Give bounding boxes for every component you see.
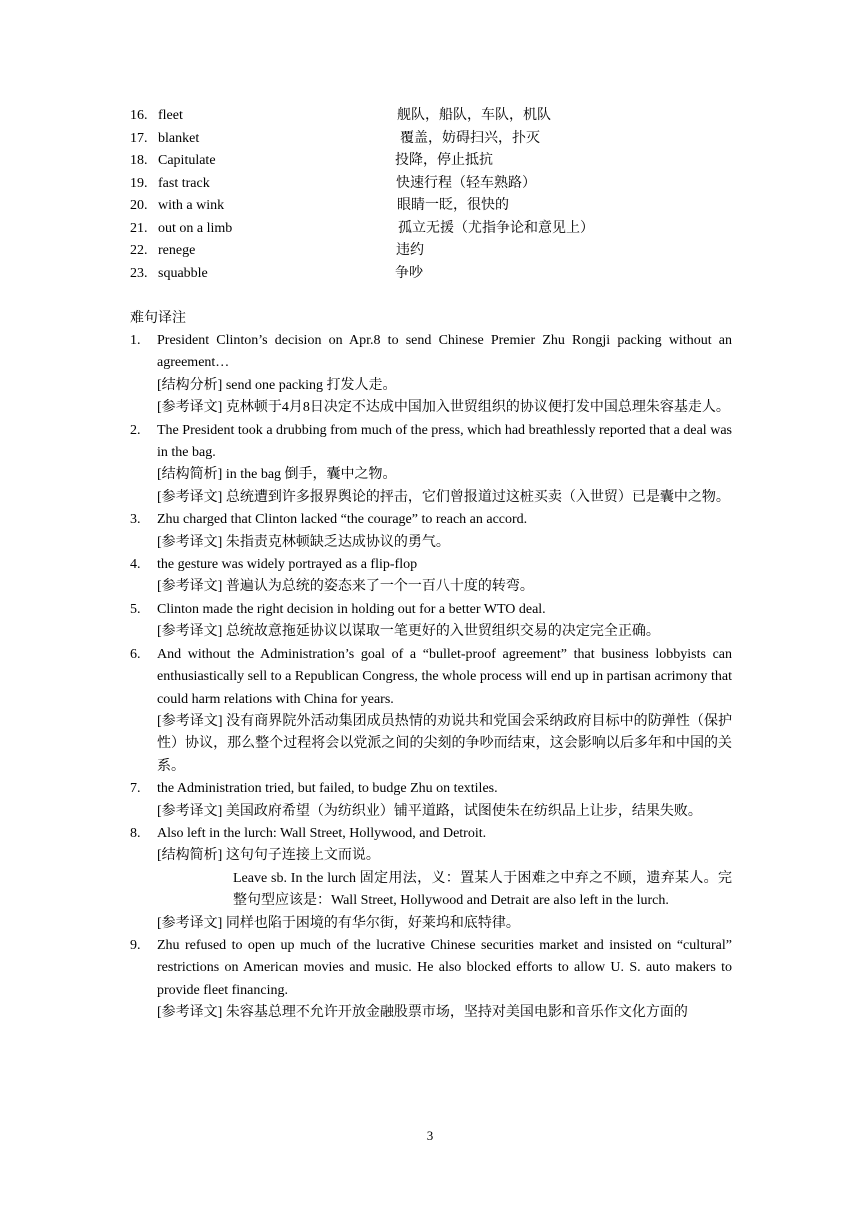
- vocab-word: with a wink: [158, 198, 225, 213]
- note-number: 6.: [130, 646, 141, 662]
- note-sentence: The President took a drubbing from much of the press, which had breathlessly reported that a deal was in the bag.: [157, 422, 732, 461]
- vocab-number: 18.: [130, 153, 148, 168]
- vocab-word: fleet: [158, 108, 183, 123]
- vocab-row: [130, 105, 750, 128]
- vocab-meaning: 投降，停止抵抗: [395, 153, 493, 168]
- vocab-number: 22.: [130, 243, 148, 258]
- note-number: 8.: [130, 825, 141, 841]
- section-heading: 难句译注: [130, 311, 186, 326]
- vocab-number: 21.: [130, 220, 148, 236]
- vocab-number: 20.: [130, 198, 148, 213]
- vocab-word: renege: [158, 243, 196, 258]
- vocab-number: 17.: [130, 130, 148, 146]
- note-item: [130, 823, 732, 935]
- note-translation: [参考译文] 同样也陷于困境的有华尔街，好莱坞和底特律。: [157, 915, 520, 931]
- vocab-meaning: 覆盖，妨碍扫兴，扑灭: [400, 130, 540, 146]
- vocab-meaning: 快速行程（轻车熟路）: [396, 175, 536, 191]
- note-translation: [参考译文] 朱容基总理不允许开放金融股票市场，坚持对美国电影和音乐作文化方面的: [157, 1005, 688, 1021]
- note-number: 5.: [130, 601, 141, 617]
- vocab-word: Capitulate: [158, 153, 216, 168]
- vocab-word: squabble: [158, 265, 208, 281]
- note-sentence: the gesture was widely portrayed as a flip-flop: [157, 557, 418, 573]
- note-analysis-detail: Leave sb. In the lurch 固定用法，义：置某人于困难之中弃之不顾，遗弃某人。完整句型应该是：Wall Street, Hollywood and Detrait are also left in the lurch.: [233, 870, 732, 909]
- note-sentence: Zhu charged that Clinton lacked “the courage” to reach an accord.: [157, 512, 528, 528]
- vocab-row: [130, 195, 750, 218]
- vocabulary-list: [130, 105, 750, 285]
- page-number: 3: [426, 1128, 434, 1143]
- note-sentence: President Clinton’s decision on Apr.8 to send Chinese Premier Zhu Rongji packing without an agreement…: [157, 333, 732, 371]
- vocab-meaning: 孤立无援（尤指争论和意见上）: [398, 220, 594, 236]
- note-sentence: the Administration tried, but failed, to budge Zhu on textiles.: [157, 781, 498, 797]
- vocab-meaning: 舰队，船队，车队，机队: [397, 108, 551, 123]
- vocab-word: out on a limb: [158, 220, 233, 236]
- vocab-meaning: 眼睛一眨，很快的: [397, 198, 509, 213]
- note-item: [130, 554, 732, 599]
- vocab-row: [130, 128, 750, 151]
- note-sentence: Zhu refused to open up much of the lucrative Chinese securities market and insisted on “cultural” restrictions on American movies and music. He also blocked efforts to allow U. S. auto makers to provide fleet financing.: [157, 937, 732, 998]
- note-translation: [参考译文] 朱指责克林顿缺乏达成协议的勇气。: [157, 534, 450, 550]
- vocab-number: 19.: [130, 175, 148, 191]
- note-item: [130, 935, 732, 1025]
- note-translation: [参考译文] 总统故意拖延协议以谋取一笔更好的入世贸组织交易的决定完全正确。: [157, 624, 660, 640]
- note-number: 1.: [130, 333, 141, 348]
- note-item: [130, 509, 732, 554]
- note-analysis: [结构简析] in the bag 倒手，囊中之物。: [157, 467, 397, 483]
- vocab-row: [130, 263, 750, 286]
- note-translation: [参考译文] 没有商界院外活动集团成员热情的劝说共和党国会采纳政府目标中的防弹性（保护性）协议，那么整个过程将会以党派之间的尖刻的争吵而结束，这会影响以后多年和中国的关系。: [157, 713, 732, 774]
- note-item: [130, 778, 732, 823]
- note-sentence: And without the Administration’s goal of a “bullet-proof agreement” that business lobbyists can enthusiastically sell to a Republican Congress, the whole process will end up in partisan acrimony that could harm relations with China for years.: [157, 646, 732, 707]
- vocab-row: [130, 173, 750, 196]
- note-translation: [参考译文] 克林顿于4月8日决定不达成中国加入世贸组织的协议便打发中国总理朱容基走人。: [157, 400, 730, 416]
- vocab-number: 23.: [130, 265, 148, 281]
- vocab-row: [130, 240, 750, 263]
- note-number: 7.: [130, 781, 141, 797]
- vocab-meaning: 违约: [396, 243, 424, 258]
- note-item: [130, 330, 732, 420]
- note-number: 4.: [130, 557, 141, 573]
- note-analysis: [结构分析] send one packing 打发人走。: [157, 377, 397, 393]
- vocab-meaning: 争吵: [395, 265, 423, 281]
- note-item: [130, 644, 732, 778]
- note-item: [130, 599, 732, 644]
- vocab-word: fast track: [158, 175, 210, 191]
- vocab-word: blanket: [158, 130, 200, 146]
- note-number: 9.: [130, 937, 141, 953]
- note-item: [130, 420, 732, 510]
- vocab-row: [130, 150, 750, 173]
- note-translation: [参考译文] 总统遭到许多报界舆论的抨击，它们曾报道过这桩买卖（入世贸）已是囊中之物。: [157, 489, 730, 505]
- note-translation: [参考译文] 普遍认为总统的姿态来了一个一百八十度的转弯。: [157, 579, 534, 595]
- vocab-number: 16.: [130, 108, 148, 123]
- vocab-row: [130, 218, 750, 241]
- note-translation: [参考译文] 美国政府希望（为纺织业）铺平道路，试图使朱在纺织品上让步，结果失败。: [157, 803, 702, 819]
- note-sentence: Also left in the lurch: Wall Street, Hollywood, and Detroit.: [157, 825, 487, 841]
- note-sentence: Clinton made the right decision in holding out for a better WTO deal.: [157, 601, 546, 617]
- note-number: 2.: [130, 422, 141, 438]
- note-analysis: [结构简析] 这句句子连接上文而说。: [157, 848, 380, 864]
- note-number: 3.: [130, 512, 141, 528]
- difficult-sentences-list: [130, 330, 732, 1025]
